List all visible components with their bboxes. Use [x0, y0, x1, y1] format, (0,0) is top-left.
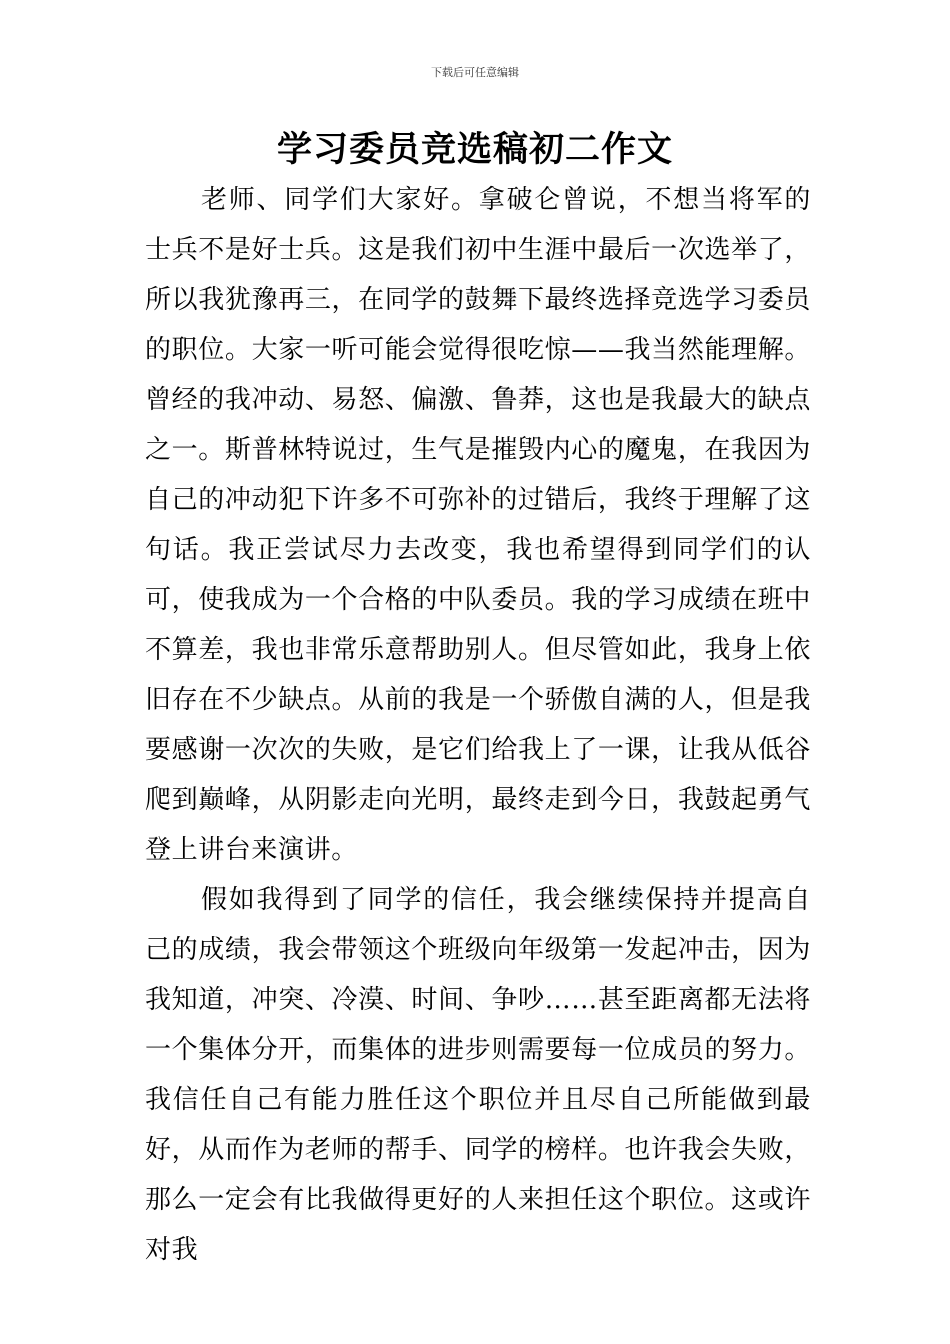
header-note: 下载后可任意编辑 [431, 66, 519, 79]
document-title: 学习委员竞选稿初二作文 [276, 130, 673, 170]
document-body [145, 175, 811, 1275]
paragraph-2: 假如我得到了同学的信任，我会继续保持并提高自己的成绩，我会带领这个班级向年级第一发起冲击，因为我知道，冲突、冷漠、时间、争吵……甚至距离都无法将一个集体分开，而集体的进步则需要每一位成员的努力。我信任自己有能力胜任这个职位并且尽自己所能做到最好，从而作为老师的帮手、同学的榜样。也许我会失败，那么一定会有比我做得更好的人来担任这个职位。这或许对我 [145, 885, 811, 1265]
paragraph-1: 老师、同学们大家好。拿破仑曾说，不想当将军的士兵不是好士兵。这是我们初中生涯中最后一次选举了，所以我犹豫再三，在同学的鼓舞下最终选择竞选学习委员的职位。大家一听可能会觉得很吃惊——我当然能理解。曾经的我冲动、易怒、偏激、鲁莽，这也是我最大的缺点之一。斯普林特说过，生气是摧毁内心的魔鬼，在我因为自己的冲动犯下许多不可弥补的过错后，我终于理解了这句话。我正尝试尽力去改变，我也希望得到同学们的认可，使我成为一个合格的中队委员。我的学习成绩在班中不算差，我也非常乐意帮助别人。但尽管如此，我身上依旧存在不少缺点。从前的我是一个骄傲自满的人，但是我要感谢一次次的失败，是它们给我上了一课，让我从低谷爬到巅峰，从阴影走向光明，最终走到今日，我鼓起勇气登上讲台来演讲。 [145, 185, 811, 865]
